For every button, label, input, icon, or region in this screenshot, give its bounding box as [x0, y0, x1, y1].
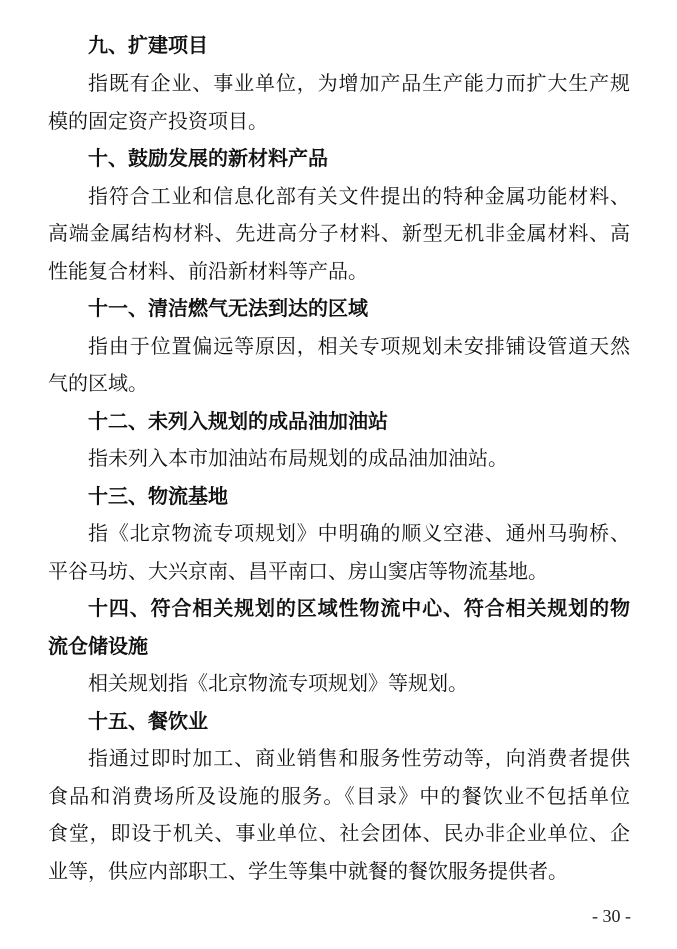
section-body-line: 模的固定资产投资项目。 — [48, 109, 268, 133]
section-body-line: 指既有企业、事业单位，为增加产品生产能力而扩大生产规 — [88, 71, 630, 95]
section-body-line: 指通过即时加工、商业销售和服务性劳动等，向消费者提供 — [88, 746, 630, 770]
section-body-line: 气的区域。 — [48, 371, 148, 395]
section-body-line: 性能复合材料、前沿新材料等产品。 — [48, 259, 368, 283]
section-heading-11: 十一、清洁燃气无法到达的区域 — [88, 296, 368, 320]
section-heading-15: 十五、餐饮业 — [88, 709, 208, 733]
section-body-line: 食品和消费场所及设施的服务。《目录》中的餐饮业不包括单位 — [48, 784, 630, 808]
section-body-line: 指由于位置偏远等原因，相关专项规划未安排铺设管道天然 — [88, 334, 630, 358]
section-body-line: 指符合工业和信息化部有关文件提出的特种金属功能材料、 — [88, 184, 630, 208]
section-body-line: 高端金属结构材料、先进高分子材料、新型无机非金属材料、高 — [48, 221, 630, 245]
section-heading-10: 十、鼓励发展的新材料产品 — [88, 146, 328, 170]
section-heading-12: 十二、未列入规划的成品油加油站 — [88, 409, 388, 433]
section-body-line: 指未列入本市加油站布局规划的成品油加油站。 — [88, 446, 508, 470]
section-body-line: 业等，供应内部职工、学生等集中就餐的餐饮服务提供者。 — [48, 859, 568, 883]
page-number: - 30 - — [592, 906, 631, 926]
section-body-line: 指《北京物流专项规划》中明确的顺义空港、通州马驹桥、 — [88, 521, 630, 545]
section-body-line: 平谷马坊、大兴京南、昌平南口、房山窦店等物流基地。 — [48, 559, 548, 583]
section-body-line: 食堂，即设于机关、事业单位、社会团体、民办非企业单位、企 — [48, 821, 630, 845]
section-heading-14: 十四、符合相关规划的区域性物流中心、符合相关规划的物 — [88, 596, 630, 620]
section-heading-13: 十三、物流基地 — [88, 484, 228, 508]
section-heading-9: 九、扩建项目 — [88, 33, 208, 57]
section-heading-14-cont: 流仓储设施 — [48, 634, 148, 658]
section-body-line: 相关规划指《北京物流专项规划》等规划。 — [88, 671, 468, 695]
